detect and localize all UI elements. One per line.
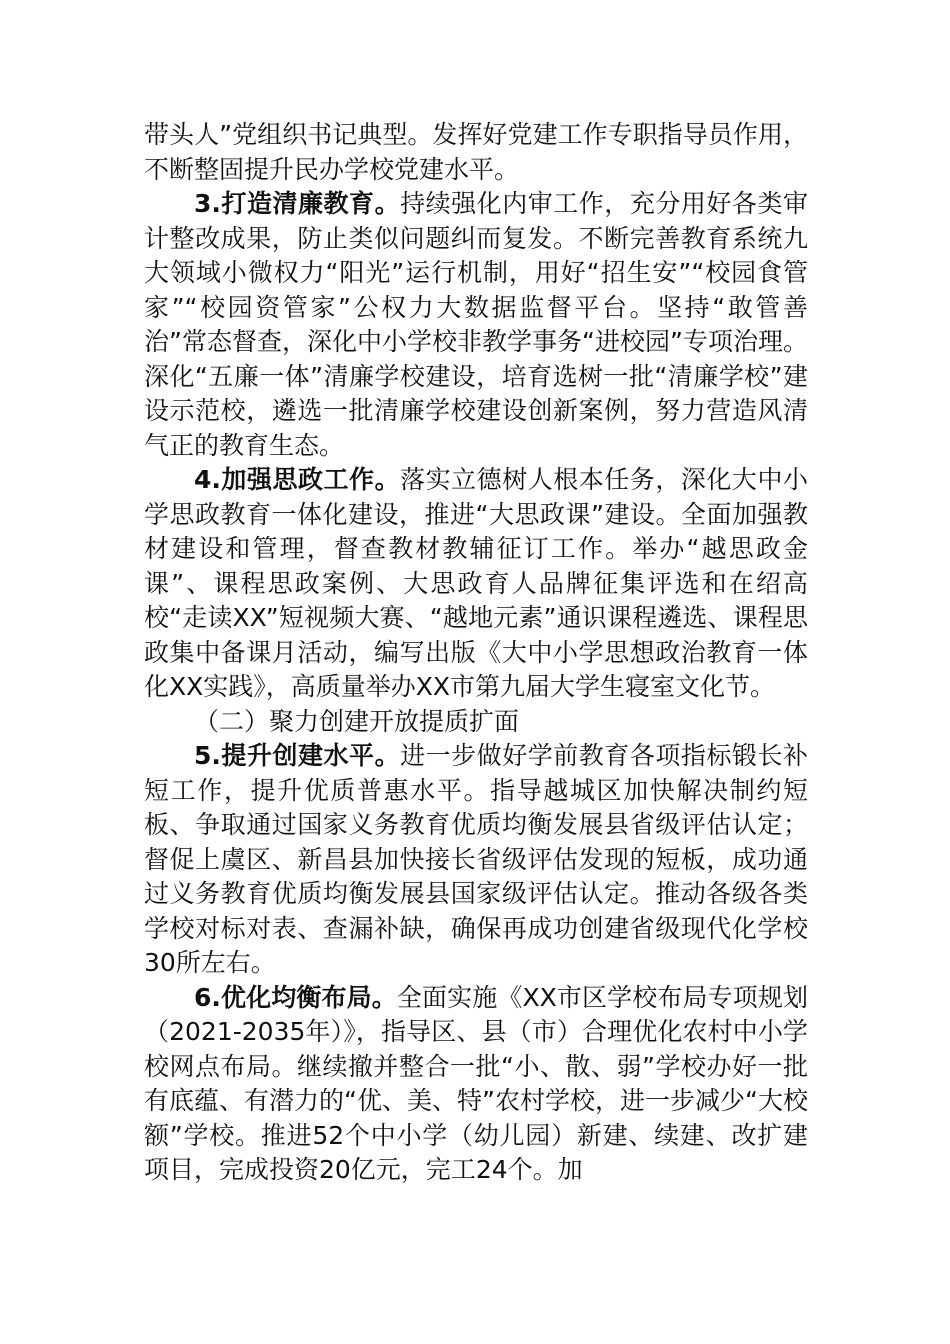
- section-heading-improve-standards: 5.提升创建水平。: [194, 741, 401, 770]
- paragraph-text: 落实立德树人根本任务，深化大中小学思政教育一体化建设，推进“大思政课”建设。全面加强教材建设和管理，督查教材教辅征订工作。举办“越思政金课”、课程思政案例、大思政育人品牌征集评选和在绍高校“走读XX”短视频大赛、“越地元素”通识课程遴选、课程思政集中备课月活动，编写出版《大中小学思想政治教育一体化XX实践》，高质量举办XX市第九届大学生寝室文化节。: [144, 465, 808, 701]
- paragraph-text: （二）聚力创建开放提质扩面: [194, 706, 520, 736]
- paragraph-text: 全面实施《XX市区学校布局专项规划（2021-2035年）》，指导区、县（市）合理优化农村中小学校网点布局。继续撤并整合一批“小、散、弱”学校办好一批有底蕴、有潜力的“优、美、特”农村学校，进一步减少“大校额”学校。推进52个中小学（幼儿园）新建、续建、改扩建项目，完成投资20亿元，完工24个。加: [144, 982, 808, 1184]
- paragraph-text: 持续强化内审工作，充分用好各类审计整改成果，防止类似问题纠而复发。不断完善教育系统九大领域小微权力“阳光”运行机制，用好“招生安”“校园食管家”“校园资管家”公权力大数据监督平台。坚持“敢管善治”常态督查，深化中小学校非教学事务“进校园”专项治理。深化“五廉一体”清廉学校建设，培育选树一批“清廉学校”建设示范校，遴选一批清廉学校建设创新案例，努力营造风清气正的教育生态。: [144, 189, 808, 460]
- section-heading-optimize-layout: 6.优化均衡布局。: [194, 982, 397, 1012]
- paragraph-text: 带头人”党组织书记典型。发挥好党建工作专职指导员作用，不断整固提升民办学校党建水平。: [144, 120, 808, 184]
- paragraph-ideological-work: [144, 463, 808, 705]
- document-body: [144, 118, 808, 1188]
- paragraph-optimize-layout: [144, 981, 808, 1188]
- paragraph-text: 进一步做好学前教育各项指标锻长补短工作，提升优质普惠水平。指导越城区加快解决制约短板、争取通过国家义务教育优质均衡发展县省级评估认定；督促上虞区、新昌县加快接长省级评估发现的短板，成功通过义务教育优质均衡发展县国家级评估认定。推动各级各类学校对标对表、查漏补缺，确保再成功创建省级现代化学校30所左右。: [144, 741, 808, 977]
- section-heading-ideological-work: 4.加强思政工作。: [194, 465, 401, 494]
- section-heading-clean-education: 3.打造清廉教育。: [194, 189, 401, 218]
- paragraph-party-building-continuation: [144, 118, 808, 187]
- subsection-heading-expansion: [144, 705, 808, 740]
- paragraph-improve-standards: [144, 739, 808, 981]
- paragraph-clean-education: [144, 187, 808, 463]
